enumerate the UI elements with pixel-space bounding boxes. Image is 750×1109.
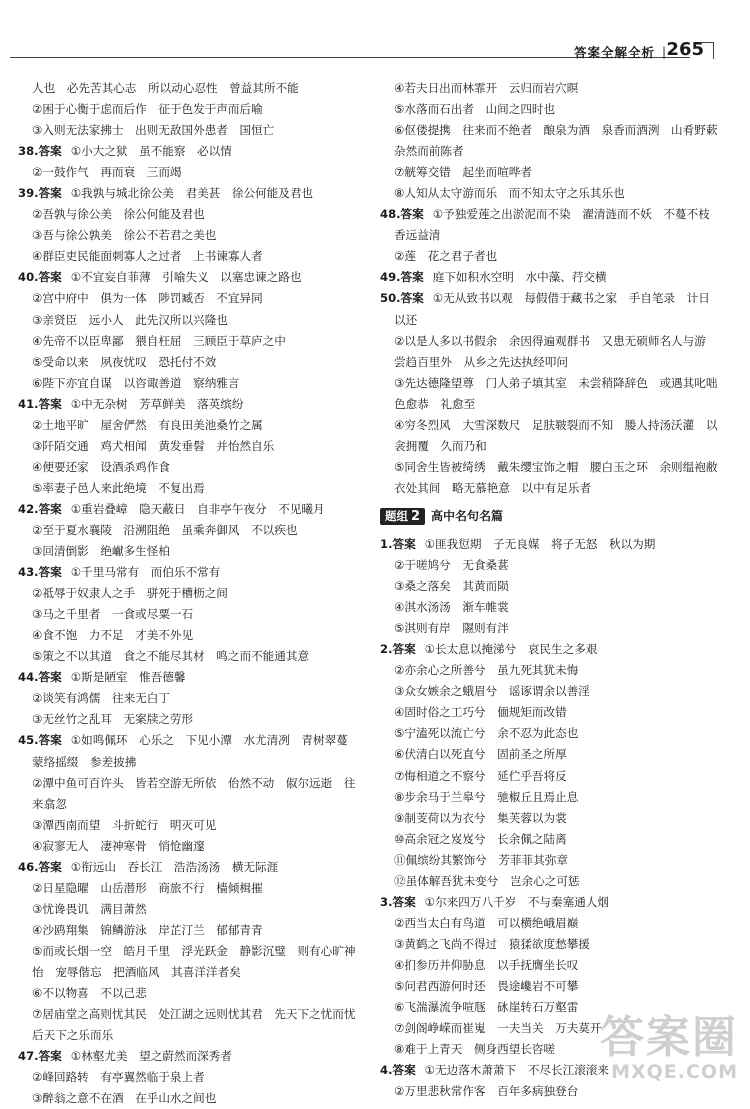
answer-line — [380, 597, 732, 618]
answer-text: ①无边落木萧萧下 不尽长江滚滚来 — [424, 1063, 609, 1078]
answer-text: ②吾孰与徐公美 徐公何能及君也 — [32, 207, 205, 222]
answer-text: ⑦居庙堂之高则忧其民 处江湖之远则忧其君 先天下之忧而忧 — [32, 1007, 356, 1022]
answer-line — [380, 225, 732, 246]
answer-text: ⑧难于上青天 侧身西望长咨嗟 — [394, 1042, 556, 1057]
answer-text: ⑥伛偻提携 往来而不绝者 酿泉为酒 泉香而酒洌 山肴野蔌 — [394, 123, 718, 138]
section-title: 高中名句名篇 — [431, 508, 504, 523]
answer-text: ②以是人多以书假余 余因得遍观群书 又患无硕师名人与游 — [394, 333, 706, 348]
answer-number: 39.答案 — [18, 186, 62, 201]
answer-text: 衾拥覆 久而乃和 — [394, 438, 487, 453]
answer-text: ⑧人知从太守游而乐 而不知太守之乐其乐也 — [394, 186, 625, 201]
answer-text: ⑫虽体解吾犹未变兮 岂余心之可惩 — [394, 873, 580, 888]
answer-number: 43.答案 — [18, 565, 62, 580]
answer-line — [18, 1004, 370, 1025]
answer-line — [18, 183, 370, 204]
answer-line — [18, 1088, 370, 1109]
answer-line — [380, 871, 732, 892]
answer-text: ①千里马常有 而伯乐不常有 — [70, 565, 221, 580]
header-separator: | — [661, 45, 666, 59]
answer-text: ⑧步余马于兰皋兮 驰椒丘且焉止息 — [394, 789, 579, 804]
answer-line — [18, 478, 370, 499]
answer-line — [380, 681, 732, 702]
answer-line — [380, 310, 732, 331]
answer-number: 50.答案 — [380, 291, 424, 306]
answer-text: ③吾与徐公孰美 徐公不若君之美也 — [32, 228, 217, 243]
answer-line — [380, 415, 732, 436]
answer-text: ③入则无法家拂士 出则无敌国外患者 国恒亡 — [32, 123, 275, 138]
answer-line — [18, 541, 370, 562]
page-number: 265 — [666, 39, 704, 60]
answer-line — [380, 829, 732, 850]
answer-text: ②西当太白有鸟道 可以横绝峨眉巅 — [394, 915, 579, 930]
answer-number: 46.答案 — [18, 859, 62, 874]
answer-text: ⑦觥筹交错 起坐而喧哗者 — [394, 165, 532, 180]
answer-line — [380, 288, 732, 309]
answer-line — [18, 373, 370, 394]
answer-text: 人也 必先苦其心志 所以动心忍性 曾益其所不能 — [32, 81, 299, 95]
answer-text: ①长太息以掩涕兮 哀民生之多艰 — [424, 642, 598, 657]
answer-number: 42.答案 — [18, 501, 62, 516]
answer-line — [18, 162, 370, 183]
answer-text: ②困于心衡于虑而后作 征于色发于声而后喻 — [32, 102, 263, 117]
section-number: 2 — [411, 508, 421, 524]
answer-text: ①小大之狱 虽不能察 必以情 — [70, 144, 232, 159]
answer-line — [380, 78, 732, 99]
answer-text: 来翕忽 — [32, 796, 67, 811]
answer-text: ①无从致书以观 每假借于藏书之家 手自笔录 计日 — [432, 291, 710, 306]
answer-number: 48.答案 — [380, 207, 424, 222]
answer-text: ②一鼓作气 再而衰 三而竭 — [32, 165, 182, 180]
answer-text: ②土地平旷 屋舍俨然 有良田美池桑竹之属 — [32, 417, 263, 432]
answer-line — [380, 394, 732, 415]
answer-text: ③无丝竹之乱耳 无案牍之劳形 — [32, 712, 194, 727]
right-column — [380, 78, 732, 1102]
answer-text: ⑥伏清白以死直兮 固前圣之所厚 — [394, 747, 567, 762]
answer-text: ①中无杂树 芳草鲜美 落英缤纷 — [70, 396, 244, 411]
answer-line — [18, 794, 370, 815]
answer-text: ①如鸣佩环 心乐之 下见小潭 水尤清冽 青树翠蔓 — [70, 733, 348, 748]
answer-line — [18, 752, 370, 773]
answer-line — [18, 288, 370, 309]
answer-line — [380, 702, 732, 723]
watermark-logo-text: 答案圈 — [600, 1012, 738, 1063]
answer-text: ④沙鸥翔集 锦鳞游泳 岸芷汀兰 郁郁青青 — [32, 922, 263, 937]
answer-text: ⑩高余冠之岌岌兮 长余佩之陆离 — [394, 831, 567, 846]
answer-line — [18, 1067, 370, 1088]
answer-line — [380, 534, 732, 555]
answer-line — [380, 373, 732, 394]
answer-line — [18, 1046, 370, 1067]
answer-text: 杂然而前陈者 — [394, 144, 464, 159]
answer-number: 45.答案 — [18, 733, 62, 748]
answer-line — [380, 934, 732, 955]
answer-line — [18, 562, 370, 583]
answer-text: ⑥不以物喜 不以己悲 — [32, 986, 147, 1001]
answer-line — [18, 899, 370, 920]
answer-line — [18, 604, 370, 625]
answer-text: ②祗辱于奴隶人之手 骈死于槽枥之间 — [32, 586, 228, 601]
answer-text: ①予独爱莲之出淤泥而不染 濯清涟而不妖 不蔓不枝 — [432, 207, 710, 222]
answer-line — [380, 787, 732, 808]
answer-text: ②万里悲秋常作客 百年多病独登台 — [394, 1084, 579, 1099]
answer-line — [18, 583, 370, 604]
answer-line — [18, 520, 370, 541]
answer-text: ②日星隐曜 山岳潜形 商旅不行 樯倾楫摧 — [32, 880, 263, 895]
answer-line — [380, 913, 732, 934]
answer-line — [18, 983, 370, 1004]
answer-line — [380, 162, 732, 183]
answer-text: ⑥飞湍瀑流争喧豗 砯崖转石万壑雷 — [394, 1000, 579, 1015]
answer-line — [380, 892, 732, 913]
answer-number: 40.答案 — [18, 270, 62, 285]
answer-line — [380, 850, 732, 871]
answer-text: ⑤问君西游何时还 畏途巉岩不可攀 — [394, 978, 579, 993]
answer-line — [18, 141, 370, 162]
answer-text: ③马之千里者 一食或尽粟一石 — [32, 607, 194, 622]
answer-text: ②潭中鱼可百许头 皆若空游无所依 佁然不动 俶尔远逝 往 — [32, 775, 356, 790]
answer-line — [380, 204, 732, 225]
answer-line — [18, 331, 370, 352]
answer-line — [380, 436, 732, 457]
answer-text: ②宫中府中 俱为一体 陟罚臧否 不宜异同 — [32, 291, 263, 306]
answer-line — [380, 267, 732, 288]
answer-text: 后天下之乐而乐 — [32, 1028, 114, 1043]
answer-text: ④若夫日出而林霏开 云归而岩穴暝 — [394, 81, 579, 95]
answer-line — [18, 225, 370, 246]
answer-text: ④便要还家 设酒杀鸡作食 — [32, 459, 170, 474]
answer-number: 38.答案 — [18, 144, 62, 159]
answer-line — [18, 815, 370, 836]
answer-text: ⑪佩缤纷其繁饰兮 芳菲菲其弥章 — [394, 852, 568, 867]
answer-line — [380, 331, 732, 352]
answer-line — [18, 120, 370, 141]
answer-line — [380, 976, 732, 997]
answer-text: ③醉翁之意不在酒 在乎山水之间也 — [32, 1091, 217, 1106]
answer-text: ①匪我愆期 子无良媒 将子无怒 秋以为期 — [424, 536, 656, 551]
answer-line — [18, 773, 370, 794]
answer-text: ①我孰与城北徐公美 君美甚 徐公何能及君也 — [70, 186, 314, 201]
answer-line — [18, 99, 370, 120]
page-header — [0, 0, 750, 60]
section-tag — [380, 508, 425, 525]
left-column — [18, 78, 370, 1109]
answer-line — [380, 352, 732, 373]
answer-number: 44.答案 — [18, 670, 62, 685]
answer-text: ③阡陌交通 鸡犬相闻 黄发垂髫 并怡然自乐 — [32, 438, 275, 453]
answer-line — [18, 688, 370, 709]
watermark — [578, 1012, 738, 1085]
answer-line — [380, 99, 732, 120]
answer-line — [18, 267, 370, 288]
answer-text: ⑤宁溘死以流亡兮 余不忍为此态也 — [394, 726, 579, 741]
answer-text: ⑤同舍生皆被绮绣 戴朱缨宝饰之帽 腰白玉之环 余则缊袍敝 — [394, 459, 718, 474]
answer-text: ③忧谗畏讥 满目萧然 — [32, 901, 147, 916]
answer-text: 尝趋百里外 从乡之先达执经叩问 — [394, 354, 568, 369]
answer-text: ②亦余心之所善兮 虽九死其犹未悔 — [394, 663, 579, 678]
answer-line — [18, 436, 370, 457]
answer-line — [380, 555, 732, 576]
answer-text: ②莲 花之君子者也 — [394, 249, 498, 264]
answer-text: ②谈笑有鸿儒 往来无白丁 — [32, 691, 170, 706]
answer-text: ④群臣吏民能面刺寡人之过者 上书谏寡人者 — [32, 249, 263, 264]
answer-line — [18, 499, 370, 520]
answer-line — [18, 415, 370, 436]
answer-text: ④扪参历井仰胁息 以手抚膺坐长叹 — [394, 957, 579, 972]
answer-line — [18, 204, 370, 225]
answer-text: ③亲贤臣 远小人 此先汉所以兴隆也 — [32, 312, 228, 327]
answer-number: 41.答案 — [18, 396, 62, 411]
answer-text: ④穷冬烈风 大雪深数尺 足肤皲裂而不知 媵人持汤沃灌 以 — [394, 417, 718, 432]
answer-text: ①不宜妄自菲薄 引喻失义 以塞忠谏之路也 — [70, 270, 302, 285]
answer-text: ③回清倒影 绝𪩘多生怪柏 — [32, 544, 170, 559]
answer-line — [380, 120, 732, 141]
answer-text: ③先达德隆望尊 门人弟子填其室 未尝稍降辞色 或遇其叱咄 — [394, 375, 718, 390]
answer-line — [18, 730, 370, 751]
answer-text: ④寂寥无人 凄神寒骨 悄怆幽邃 — [32, 838, 205, 853]
answer-line — [18, 352, 370, 373]
answer-line — [18, 941, 370, 962]
answer-line — [18, 646, 370, 667]
answer-text: ③桑之落矣 其黄而陨 — [394, 579, 509, 594]
answer-line — [18, 457, 370, 478]
answer-line — [18, 857, 370, 878]
answer-line — [380, 478, 732, 499]
answer-text: 以还 — [394, 312, 418, 327]
answer-text: ③众女嫉余之蛾眉兮 谣诼谓余以善淫 — [394, 684, 590, 699]
answer-number: 2.答案 — [380, 642, 416, 657]
answer-line — [18, 78, 370, 99]
answer-text: ⑤受命以来 夙夜忧叹 恐托付不效 — [32, 354, 217, 369]
answer-text: ⑤水落而石出者 山间之四时也 — [394, 102, 556, 117]
answer-text: ①林壑尤美 望之蔚然而深秀者 — [70, 1049, 232, 1064]
answer-line — [18, 667, 370, 688]
answer-number: 3.答案 — [380, 894, 416, 909]
answer-line — [380, 955, 732, 976]
answer-line — [18, 1025, 370, 1046]
answer-line — [380, 766, 732, 787]
answer-text: ⑤淇则有岸 隰则有泮 — [394, 621, 509, 636]
answer-line — [380, 457, 732, 478]
answer-line — [18, 836, 370, 857]
answer-text: ⑦悔相道之不察兮 延伫乎吾将反 — [394, 768, 567, 783]
answer-text: ②于嗟鸠兮 无食桑葚 — [394, 558, 509, 573]
answer-line — [18, 920, 370, 941]
answer-text: ④先帝不以臣卑鄙 猥自枉屈 三顾臣于草庐之中 — [32, 333, 286, 348]
answer-text: ②峰回路转 有亭翼然临于泉上者 — [32, 1070, 205, 1085]
answer-line — [380, 141, 732, 162]
answer-text: ①尔来四万八千岁 不与秦塞通人烟 — [424, 894, 609, 909]
answer-text: ④淇水汤汤 渐车帷裳 — [394, 600, 509, 615]
answer-line — [380, 808, 732, 829]
answer-line — [380, 183, 732, 204]
answer-line — [18, 246, 370, 267]
section-tag-label: 题组 — [385, 508, 408, 523]
answer-line — [380, 723, 732, 744]
answer-text: ①重岩叠嶂 隐天蔽日 自非亭午夜分 不见曦月 — [70, 501, 325, 516]
answer-number: 4.答案 — [380, 1063, 416, 1078]
answer-line — [18, 709, 370, 730]
answer-text: ②至于夏水襄陵 沿溯阻绝 虽乘奔御风 不以疾也 — [32, 522, 298, 537]
answer-line — [18, 310, 370, 331]
answer-line — [380, 639, 732, 660]
watermark-url: MXQE.COM — [611, 1061, 738, 1083]
answer-text: ①斯是陋室 惟吾德馨 — [70, 670, 186, 685]
header-title: 答案全解全析 — [573, 45, 655, 60]
answer-text: 蒙络摇缀 参差披拂 — [32, 754, 137, 769]
answer-text: 色愈恭 礼愈至 — [394, 396, 476, 411]
header-corner-mark — [699, 42, 714, 59]
answer-line — [380, 246, 732, 267]
answer-line — [380, 744, 732, 765]
right-column-top — [380, 78, 732, 499]
answer-line — [18, 625, 370, 646]
answer-text: 怡 宠辱偕忘 把酒临风 其喜洋洋者矣 — [32, 964, 241, 979]
answer-number: 1.答案 — [380, 536, 416, 551]
answer-text: ⑤策之不以其道 食之不能尽其材 鸣之而不能通其意 — [32, 649, 310, 664]
answer-line — [380, 660, 732, 681]
answer-text: ④固时俗之工巧兮 偭规矩而改错 — [394, 705, 567, 720]
answer-text: ①衔远山 吞长江 浩浩汤汤 横无际涯 — [70, 859, 279, 874]
answer-number: 49.答案 — [380, 270, 424, 285]
section-heading — [380, 506, 732, 527]
answer-line — [380, 618, 732, 639]
answer-number: 47.答案 — [18, 1049, 62, 1064]
answer-text: ④食不饱 力不足 才美不外见 — [32, 628, 194, 643]
answer-text: ⑦剑阁峥嵘而崔嵬 一夫当关 万夫莫开 — [394, 1021, 602, 1036]
answer-text: ③潭西南而望 斗折蛇行 明灭可见 — [32, 817, 217, 832]
answer-line — [380, 576, 732, 597]
answer-text: ⑨制芰荷以为衣兮 集芙蓉以为裳 — [394, 810, 567, 825]
answer-line — [18, 962, 370, 983]
answer-line — [18, 394, 370, 415]
answer-text: 衣处其间 略无慕艳意 以中有足乐者 — [394, 480, 592, 495]
answer-line — [18, 878, 370, 899]
answer-text: 庭下如积水空明 水中藻、荇交横 — [432, 270, 607, 285]
answer-text: ③黄鹤之飞尚不得过 猿猱欲度愁攀援 — [394, 936, 590, 951]
answer-text: 香远益清 — [394, 228, 441, 243]
answer-text: ⑤而或长烟一空 皓月千里 浮光跃金 静影沉璧 则有心旷神 — [32, 943, 356, 958]
answer-text: ⑤率妻子邑人来此绝境 不复出焉 — [32, 480, 205, 495]
answer-text: ⑥陛下亦宜自谋 以咨诹善道 察纳雅言 — [32, 375, 240, 390]
